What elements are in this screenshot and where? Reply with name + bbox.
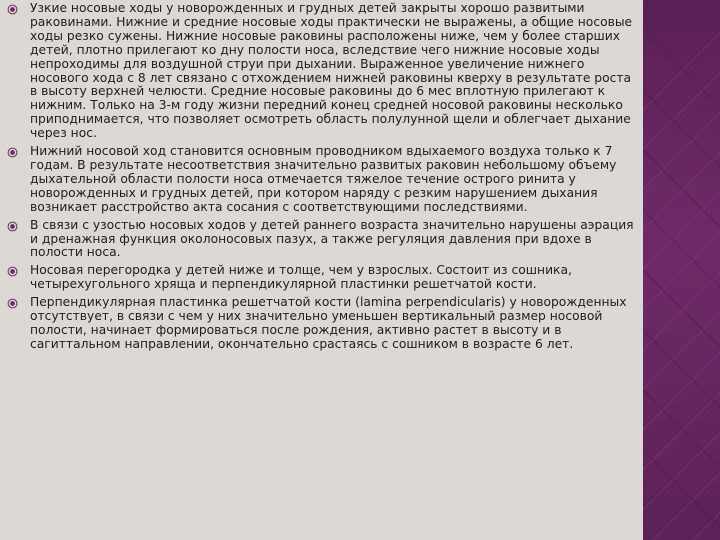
bullet-list: [6, 2, 636, 352]
bullet-item-1: [6, 2, 636, 141]
bullet-text-5: Перпендикулярная пластинка решетчатой кости (lamina perpendicularis) у новорожденных отсутствует, в связи с чем у них значительно уменьшен вертикальный размер носовой полости, начинает формироваться после рождения, активно растет в высоту и в сагиттальном направлении, окончательно срастаясь с сошником в возрасте 6 лет.: [30, 295, 627, 351]
bullet-item-2: [6, 145, 636, 215]
radio-bullet-icon: [7, 298, 18, 309]
radio-bullet-icon: [7, 221, 18, 232]
radio-bullet-icon: [7, 266, 18, 277]
radio-bullet-icon: [7, 4, 18, 15]
bullet-text-4: Носовая перегородка у детей ниже и толще, чем у взрослых. Состоит из сошника, четырехугольного хряща и перпендикулярной пластинки решетчатой кости.: [30, 263, 572, 292]
slide-content: [6, 2, 636, 356]
bullet-item-3: [6, 219, 636, 261]
bullet-text-2: Нижний носовой ход становится основным проводником вдыхаемого воздуха только к 7 годам. В результате несоответствия значительно развитых раковин небольшому объему дыхательной области полости носа отмечается тяжелое течение острого ринита у новорожденных и грудных детей, при котором наряду с резким нарушением дыхания возникает расстройство акта сосания с соответствующими последствиями.: [30, 144, 617, 214]
decorative-side-panel: [643, 0, 720, 540]
decorative-lines: [643, 0, 720, 540]
bullet-text-1: Узкие носовые ходы у новорожденных и грудных детей закрыты хорошо развитыми раковинами. Нижние и средние носовые ходы практически не выражены, а общие носовые ходы резко сужены. Нижние носовые раковины расположены ниже, чем у более старших детей, плотно прилегают ко дну полости носа, вследствие чего нижние носовые ходы непроходимы для воздушной струи при дыхании. Выраженное увеличение нижнего носового хода с 8 лет связано с отхождением нижней раковины кверху в результате роста в высоту верхней челюсти. Средние носовые раковины до 6 мес вплотную прилегают к нижним. Только на 3-м году жизни передний конец средней носовой раковины несколько приподнимается, что позволяет осмотреть область полулунной щели и облегчает дыхание через нос.: [30, 1, 633, 141]
bullet-item-4: [6, 264, 636, 292]
bullet-item-5: [6, 296, 636, 352]
radio-bullet-icon: [7, 147, 18, 158]
bullet-text-3: В связи с узостью носовых ходов у детей раннего возраста значительно нарушены аэрация и дренажная функция околоносовых пазух, а также регуляция давления при вдохе в полости носа.: [30, 217, 634, 260]
